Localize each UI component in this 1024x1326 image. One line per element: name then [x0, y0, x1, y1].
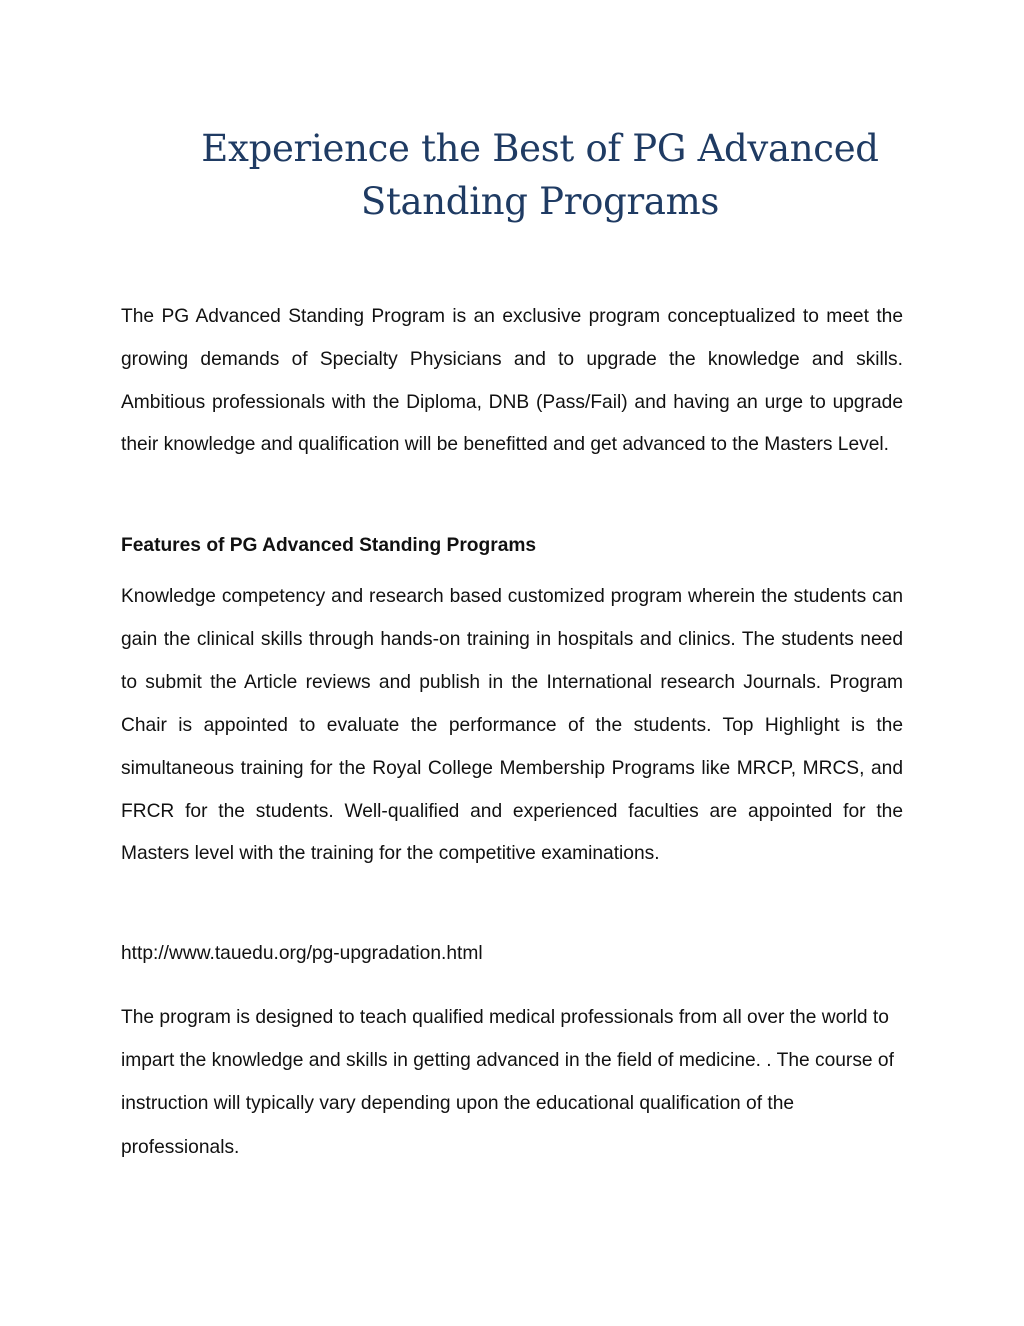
document-title: Experience the Best of PG Advanced Standing Programs — [201, 127, 879, 223]
program-link[interactable]: http://www.tauedu.org/pg-upgradation.html — [121, 943, 483, 964]
intro-paragraph: The PG Advanced Standing Program is an exclusive program conceptualized to meet the growing demands of Specialty Physicians and to upgrade the knowledge and skills. Ambitious professionals with the Diploma, DNB (Pass/Fail) and having an urge to upgrade their knowledge and qualification will be benefitted and get advanced to the Masters Level. — [121, 306, 903, 456]
features-paragraph: Knowledge competency and research based customized program wherein the students can gain the clinical skills through hands-on training in hospitals and clinics. The students need to submit the Article reviews and publish in the International research Journals. Program Chair is appointed to evaluate the performance of the students. Top Highlight is the simultaneous training for the Royal College Membership Programs like MRCP, MRCS, and FRCR for the students. Well-qualified and experienced faculties are appointed for the Masters level with the training for the competitive examinations. — [121, 586, 903, 865]
features-heading: Features of PG Advanced Standing Programs — [121, 535, 537, 556]
closing-paragraph: The program is designed to teach qualified medical professionals from all over the world to impart the knowledge and skills in getting advanced in the field of medicine. . The course of instruction will typically vary depending upon the educational qualification of the professionals. — [121, 1007, 894, 1158]
